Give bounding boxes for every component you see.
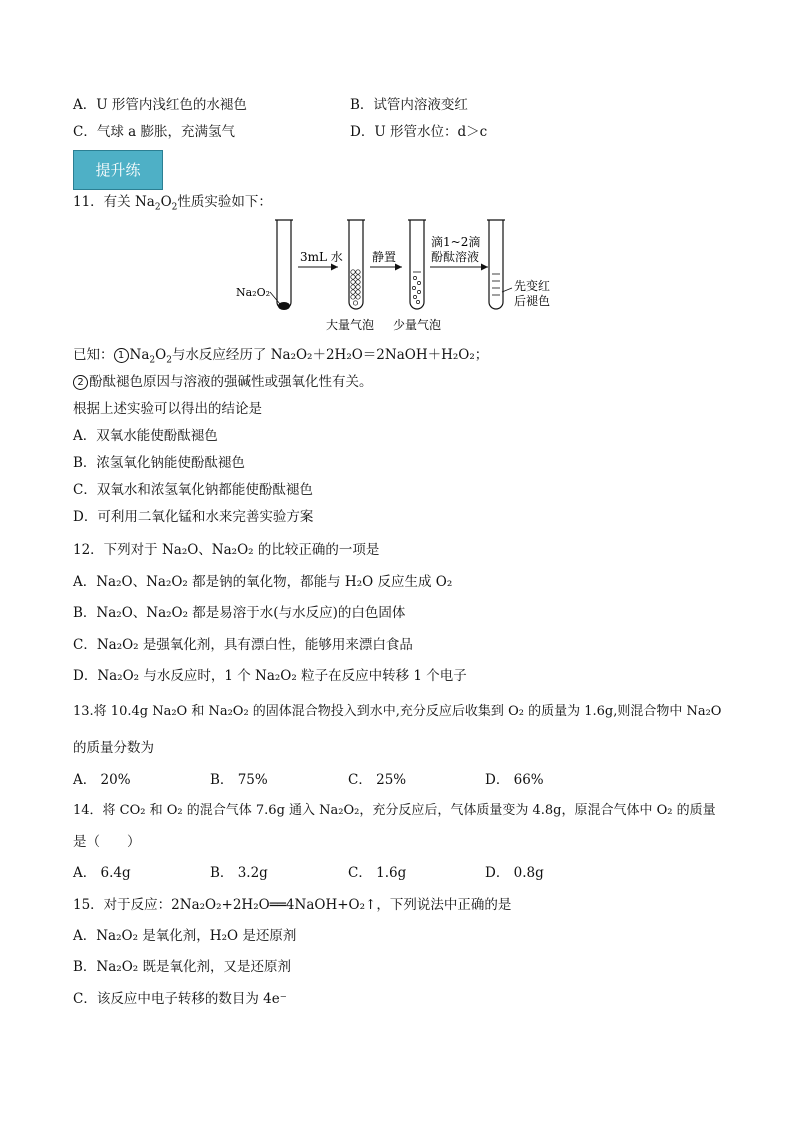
- q10-option-a: A．U 形管内浅红色的水褪色: [73, 97, 247, 113]
- q11-known-1: 已知： 1 $Na_2O_2$与水反应经历了 Na₂O₂＋2H₂O＝2NaOH＋H₂O₂；: [73, 347, 489, 366]
- q11-known-2: [73, 373, 373, 391]
- result-label-2: 后褪色: [514, 294, 551, 308]
- known-1-text: 与水反应经历了 Na₂O₂＋2H₂O＝2NaOH＋H₂O₂；: [171, 347, 489, 363]
- q12-option-b: B．Na₂O、Na₂O₂ 都是易溶于水(与水反应)的白色固体: [73, 605, 406, 621]
- arrow-2-head: [395, 264, 402, 271]
- q11-experiment-diagram: [230, 212, 570, 337]
- q10-option-d: D．U 形管水位：d＞c: [350, 124, 488, 140]
- q13-option-a: A． 20%: [73, 772, 131, 788]
- section-badge: 提升练: [73, 150, 163, 190]
- arrow-3-label-2: 酚酞溶液: [431, 250, 480, 264]
- q15-option-c: C．该反应中电子转移的数目为 4e⁻: [73, 991, 287, 1007]
- arrow-1-head: [331, 264, 338, 271]
- q13-option-d: D． 66%: [485, 772, 544, 788]
- test-tube-4: [487, 220, 505, 309]
- circled-number-2: 2: [73, 375, 88, 390]
- arrow-1-label: 3mL 水: [300, 250, 343, 264]
- q15-option-b: B．Na₂O₂ 既是氧化剂，又是还原剂: [73, 959, 291, 975]
- known-2-text: 酚酞褪色原因与溶液的强碱性或强氧化性有关。: [89, 374, 373, 390]
- q11-stem-prefix: 11．有关 Na: [73, 194, 155, 210]
- q12-option-c: C．Na₂O₂ 是强氧化剂，具有漂白性，能够用来漂白食品: [73, 637, 413, 653]
- arrow-2-label: 静置: [372, 250, 397, 264]
- reagent-label: Na₂O₂: [236, 286, 271, 299]
- q13-stem-line-1: 13.将 10.4g Na₂O 和 Na₂O₂ 的固体混合物投入到水中,充分反应后收集到 O₂ 的质量为 1.6g,则混合物中 Na₂O: [73, 704, 722, 719]
- q13-option-c: C． 25%: [348, 772, 407, 788]
- q14-option-a: A． 6.4g: [73, 865, 131, 881]
- bubbles-few: [412, 276, 420, 303]
- q14-stem-line-1: 14．将 CO₂ 和 O₂ 的混合气体 7.6g 通入 Na₂O₂，充分反应后，气体质量变为 4.8g，原混合气体中 O₂ 的质量: [73, 803, 716, 818]
- q10-option-c: C．气球 a 膨胀，充满氢气: [73, 124, 235, 140]
- q13-option-b: B． 75%: [210, 772, 268, 788]
- reagent-pointer-line: [270, 292, 280, 304]
- q14-option-c: C． 1.6g: [348, 865, 407, 881]
- solution-lines: [492, 274, 500, 295]
- caption-1: 大量气泡: [326, 318, 375, 332]
- q13-stem-line-2: 的质量分数为: [73, 740, 154, 756]
- q12-stem: 12．下列对于 Na₂O、Na₂O₂ 的比较正确的一项是: [73, 542, 380, 558]
- q12-option-a: A．Na₂O、Na₂O₂ 都是钠的氧化物，都能与 H₂O 反应生成 O₂: [73, 574, 453, 590]
- caption-2: 少量气泡: [393, 318, 442, 332]
- known-1-prefix: 已知：: [73, 347, 114, 363]
- q11-stem-suffix: 性质实验如下：: [177, 194, 272, 210]
- test-tube-3: [408, 220, 426, 309]
- arrow-3-head: [481, 264, 488, 271]
- q11-option-c: C．双氧水和浓氢氧化钠都能使酚酞褪色: [73, 482, 313, 498]
- result-label-1: 先变红: [514, 279, 551, 293]
- q14-option-d: D． 0.8g: [485, 865, 544, 881]
- q14-option-b: B． 3.2g: [210, 865, 268, 881]
- q11-question: 根据上述实验可以得出的结论是: [73, 401, 262, 417]
- q10-option-b: B．试管内溶液变红: [350, 97, 468, 113]
- test-tube-1: [275, 220, 293, 309]
- arrow-3-label-1: 滴1~2滴: [431, 235, 481, 249]
- q11-option-d: D．可利用二氧化锰和水来完善实验方案: [73, 509, 314, 525]
- q12-option-d: D．Na₂O₂ 与水反应时，1 个 Na₂O₂ 粒子在反应中转移 1 个电子: [73, 668, 467, 684]
- bubbles-many: [351, 270, 360, 305]
- q11-option-a: A．双氧水能使酚酞褪色: [73, 428, 218, 444]
- q14-stem-line-2: 是（ ）: [73, 834, 141, 850]
- q11-stem: 11．有关 $Na_2O_2$性质实验如下：: [73, 194, 272, 213]
- q11-option-b: B．浓氢氧化钠能使酚酞褪色: [73, 455, 245, 471]
- q15-option-a: A．Na₂O₂ 是氧化剂，H₂O 是还原剂: [73, 928, 297, 944]
- q15-stem: 15．对于反应：2Na₂O₂+2H₂O══4NaOH+O₂↑，下列说法中正确的是: [73, 897, 512, 913]
- circled-number-1: 1: [114, 348, 129, 363]
